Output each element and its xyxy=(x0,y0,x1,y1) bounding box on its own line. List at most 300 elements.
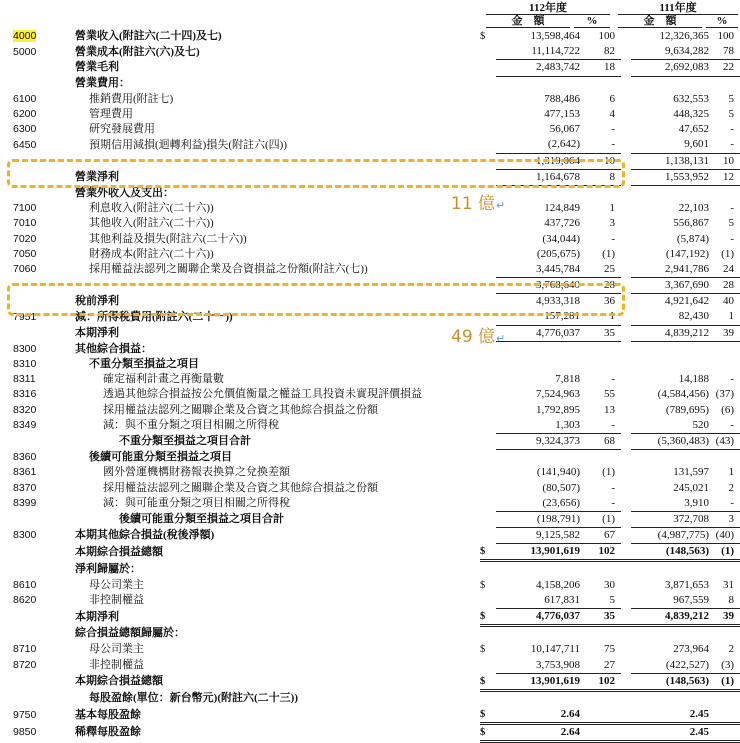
percent-prior: - xyxy=(709,418,740,434)
currency-prior xyxy=(621,496,631,512)
currency-current: $ xyxy=(480,724,496,742)
percent-current: 36 xyxy=(604,295,615,308)
highlighted-code: 4000 xyxy=(13,30,37,43)
amount-prior xyxy=(631,185,709,201)
percent-current xyxy=(580,76,621,92)
line-item-label: 財務成本(附註六(二十六)) xyxy=(89,247,214,260)
table-row xyxy=(0,60,740,76)
currency-current xyxy=(480,60,496,76)
amount-prior: 2.45 xyxy=(631,707,709,724)
percent-prior: 78 xyxy=(709,44,740,60)
table-row xyxy=(0,433,740,449)
percent-prior: 5 xyxy=(728,108,734,121)
amount-current: 617,831 xyxy=(496,593,580,609)
amount-prior xyxy=(631,341,709,357)
currency-current xyxy=(480,593,496,609)
amount-prior: 131,597 xyxy=(673,466,709,479)
percent-current: 18 xyxy=(580,60,621,76)
line-item-label: 營業費用： xyxy=(75,77,130,90)
line-item-label: 利息收入(附註六(二十六)) xyxy=(89,202,214,215)
amount-current xyxy=(496,561,580,578)
line-item-label: 減：所得稅費用(附註六(二十一)) xyxy=(75,310,233,323)
line-item-label: 減：與不重分類之項目相關之所得稅 xyxy=(103,419,279,432)
percent-prior: 28 xyxy=(709,278,740,294)
percent-current: 35 xyxy=(580,325,621,341)
line-item-label: 採用權益法認列之關聯企業及合資之其他綜合損益之份額 xyxy=(103,403,378,416)
currency-current xyxy=(480,528,496,544)
amount-current: 9,324,373 xyxy=(496,433,580,449)
percent-prior: - xyxy=(730,232,734,245)
table-row xyxy=(0,44,740,60)
amount-current: 4,933,318 xyxy=(536,295,580,308)
currency-current xyxy=(480,480,496,495)
currency-current xyxy=(480,76,496,92)
line-item-label: 非控制權益 xyxy=(89,594,144,607)
amount-current: 1,164,678 xyxy=(496,169,580,185)
line-item-label: 其他利益及損失(附註六(二十六)) xyxy=(89,232,247,245)
amount-prior xyxy=(631,561,709,578)
percent-prior: 12 xyxy=(709,169,740,185)
amount-current: 13,901,619 xyxy=(496,544,580,561)
percent-prior xyxy=(709,724,740,742)
currency-current xyxy=(480,247,496,262)
currency-prior xyxy=(621,450,631,466)
amount-prior: 4,839,212 xyxy=(631,608,709,625)
amount-prior: (148,563) xyxy=(631,673,709,690)
percent-current: 5 xyxy=(580,593,621,609)
amount-prior: (4,987,775) xyxy=(631,528,709,544)
percent-current xyxy=(580,341,621,357)
amount-prior: 9,634,282 xyxy=(631,44,709,60)
currency-prior xyxy=(621,465,631,480)
amount-current: 9,125,582 xyxy=(496,528,580,544)
operating-income-annotation xyxy=(451,189,505,214)
currency-prior xyxy=(621,433,631,449)
percent-current: 35 xyxy=(580,608,621,625)
currency-current: $ xyxy=(480,673,496,690)
percent-current: 4 xyxy=(609,108,615,121)
line-item-label: 確定福利計畫之再衡量數 xyxy=(103,373,224,386)
line-item-label: 國外營運機構財務報表換算之兌換差額 xyxy=(103,466,290,479)
percent-current: 1 xyxy=(580,309,621,325)
percent-current xyxy=(580,724,621,742)
currency-current: $ xyxy=(480,579,486,591)
table-row xyxy=(0,231,740,246)
amount-prior xyxy=(631,690,709,707)
pretax-income-annotation xyxy=(451,322,505,347)
percent-current: - xyxy=(580,418,621,434)
percent-prior: 24 xyxy=(709,262,740,278)
amount-prior: 273,964 xyxy=(673,643,709,656)
percent-current: 102 xyxy=(580,544,621,561)
amount-current: 1,303 xyxy=(496,418,580,434)
table-row xyxy=(0,216,740,231)
line-item-label: 營業成本(附註六(六)及七) xyxy=(75,45,200,58)
amount-header-prior: 金 額 xyxy=(618,15,702,28)
line-item-label: 本期淨利 xyxy=(75,326,119,339)
amount-current xyxy=(496,626,580,643)
table-row xyxy=(0,201,740,216)
percent-current: 28 xyxy=(580,278,621,294)
percent-prior: (3) xyxy=(709,658,740,674)
amount-current: 1,792,895 xyxy=(536,403,580,416)
percent-prior xyxy=(709,185,740,201)
line-item-label: 後續可能重分類至損益之項目 xyxy=(89,450,232,463)
line-code xyxy=(0,690,75,707)
line-item-label: 本期綜合損益總額 xyxy=(75,545,163,558)
line-item-label: 不重分類至損益之項目 xyxy=(89,358,199,371)
line-code: 8710 xyxy=(13,643,37,656)
currency-current xyxy=(480,231,496,246)
percent-current: 68 xyxy=(580,433,621,449)
line-code: 6300 xyxy=(13,123,37,136)
currency-current xyxy=(480,357,496,372)
percent-current: 55 xyxy=(604,388,615,401)
line-code: 6100 xyxy=(13,92,37,105)
amount-prior: 9,601 xyxy=(631,137,709,153)
amount-prior: 448,325 xyxy=(673,108,709,121)
currency-prior xyxy=(621,642,631,657)
table-row xyxy=(0,528,740,544)
line-item-label: 每股盈餘(單位：新台幣元)(附註六(二十三)) xyxy=(89,692,298,705)
currency-prior xyxy=(621,107,631,122)
percent-current xyxy=(580,690,621,707)
percent-prior xyxy=(709,76,740,92)
amount-prior: 632,553 xyxy=(673,92,709,105)
table-row xyxy=(0,707,740,724)
amount-prior: (5,360,483) xyxy=(631,433,709,449)
amount-current xyxy=(496,341,580,357)
line-code: 8360 xyxy=(13,450,37,463)
currency-prior xyxy=(621,122,631,137)
currency-current xyxy=(480,137,496,153)
currency-prior xyxy=(621,325,631,341)
percent-prior: 1 xyxy=(709,309,740,325)
currency-current xyxy=(480,387,496,402)
amount-current: 3,768,640 xyxy=(496,278,580,294)
table-row xyxy=(0,387,740,402)
line-item-label: 本期其他綜合損益(稅後淨額) xyxy=(75,529,215,542)
line-item-label: 透過其他綜合損益按公允價值衡量之權益工具投資未實現評價損益 xyxy=(103,388,422,401)
percent-prior xyxy=(709,626,740,643)
amount-current: 7,818 xyxy=(555,373,580,386)
percent-current: (1) xyxy=(602,247,615,260)
amount-prior: 520 xyxy=(631,418,709,434)
table-row xyxy=(0,418,740,434)
line-code: 8620 xyxy=(13,594,37,607)
return-icon: ↵ xyxy=(496,199,506,212)
amount-current: 10,147,711 xyxy=(530,643,580,656)
amount-current: 2.64 xyxy=(496,724,580,742)
percent-prior: 10 xyxy=(709,153,740,169)
table-row xyxy=(0,325,740,341)
line-code: 7060 xyxy=(13,263,37,276)
line-code: 9850 xyxy=(13,726,37,739)
percent-prior: 5 xyxy=(728,217,734,230)
amount-current: 788,486 xyxy=(544,92,580,105)
percent-current: 100 xyxy=(598,30,615,43)
amount-prior: 245,021 xyxy=(673,481,709,494)
table-row xyxy=(0,578,740,593)
amount-current: 2,483,742 xyxy=(496,60,580,76)
percent-current: 82 xyxy=(580,44,621,60)
amount-current xyxy=(496,357,580,372)
table-row xyxy=(0,658,740,674)
line-item-label: 母公司業主 xyxy=(89,578,144,591)
currency-prior xyxy=(621,216,631,231)
pretax-income-annotation-text: 49 億 xyxy=(451,327,496,347)
percent-prior: (37) xyxy=(715,388,734,401)
percent-prior: 39 xyxy=(709,608,740,625)
percent-prior: (43) xyxy=(709,433,740,449)
percent-prior: 3 xyxy=(709,511,740,527)
amount-prior: (789,695) xyxy=(665,403,709,416)
table-row xyxy=(0,76,740,92)
table-row xyxy=(0,480,740,495)
currency-prior xyxy=(621,357,631,372)
currency-current xyxy=(480,626,496,643)
line-code xyxy=(0,29,75,44)
currency-prior xyxy=(621,341,631,357)
line-code: 8399 xyxy=(13,496,37,509)
percent-prior: - xyxy=(730,202,734,215)
line-code: 7010 xyxy=(13,217,37,230)
currency-current xyxy=(480,690,496,707)
line-item-label: 不重分類至損益之項目合計 xyxy=(119,434,251,447)
currency-prior xyxy=(621,137,631,153)
amount-current: 4,776,037 xyxy=(496,608,580,625)
currency-current xyxy=(480,511,496,527)
percent-current: - xyxy=(611,123,615,136)
currency-prior xyxy=(621,231,631,246)
table-row xyxy=(0,372,740,387)
table-row xyxy=(0,137,740,153)
amount-prior xyxy=(631,450,709,466)
amount-current: 437,726 xyxy=(544,217,580,230)
percent-prior: - xyxy=(709,496,740,512)
percent-prior: 1 xyxy=(728,466,734,479)
currency-current: $ xyxy=(480,707,496,724)
line-code: 6200 xyxy=(13,108,37,121)
amount-prior: 4,839,212 xyxy=(631,325,709,341)
line-code xyxy=(0,325,75,341)
line-item-label: 本期淨利 xyxy=(75,610,119,623)
amount-prior: 12,326,365 xyxy=(659,30,709,43)
amount-current: (198,791) xyxy=(496,511,580,527)
amount-current: 477,153 xyxy=(544,108,580,121)
percent-prior: 100 xyxy=(717,30,734,43)
currency-current xyxy=(480,658,496,674)
percent-prior: (1) xyxy=(709,673,740,690)
year-current-header: 112年度 xyxy=(486,2,610,15)
line-code: 7100 xyxy=(13,202,37,215)
line-code: 8300 xyxy=(13,342,37,355)
percent-current: - xyxy=(580,496,621,512)
percent-prior: - xyxy=(730,123,734,136)
statement-rows xyxy=(0,29,740,742)
line-item-label: 營業收入(附註六(二十四)及七) xyxy=(75,30,222,43)
amount-prior: 1,138,131 xyxy=(631,153,709,169)
currency-prior xyxy=(621,626,631,643)
percent-prior: (1) xyxy=(721,247,734,260)
line-item-label: 採用權益法認列之關聯企業及合資之其他綜合損益之份額 xyxy=(103,481,378,494)
amount-header-current: 金 額 xyxy=(486,15,570,28)
percent-current: 1 xyxy=(609,202,615,215)
percent-prior: (6) xyxy=(721,403,734,416)
amount-prior: (147,192) xyxy=(665,247,709,260)
amount-current xyxy=(496,76,580,92)
table-row xyxy=(0,511,740,527)
percent-current: 27 xyxy=(580,658,621,674)
amount-prior: 2,941,786 xyxy=(631,262,709,278)
percent-prior xyxy=(709,561,740,578)
amount-current: (2,642) xyxy=(496,137,580,153)
amount-current: 4,776,037 xyxy=(496,325,580,341)
table-row xyxy=(0,465,740,480)
percent-prior: 8 xyxy=(709,593,740,609)
table-row xyxy=(0,724,740,742)
amount-current: (34,044) xyxy=(542,232,580,245)
amount-prior: 47,652 xyxy=(678,123,709,136)
currency-current: $ xyxy=(480,644,486,656)
amount-current xyxy=(496,450,580,466)
amount-current xyxy=(496,690,580,707)
table-row xyxy=(0,673,740,690)
percent-prior: 5 xyxy=(728,92,734,105)
percent-current: 102 xyxy=(580,673,621,690)
currency-current xyxy=(480,496,496,512)
percent-prior: 2 xyxy=(728,643,734,656)
amount-current: 56,067 xyxy=(549,123,580,136)
line-item-label: 管理費用 xyxy=(89,108,133,121)
line-code: 8361 xyxy=(13,466,37,479)
line-item-label: 營業淨利 xyxy=(75,170,119,183)
table-row xyxy=(0,403,740,418)
currency-current xyxy=(480,122,496,137)
percent-current: - xyxy=(580,137,621,153)
percent-current: 25 xyxy=(580,262,621,278)
currency-prior xyxy=(621,247,631,262)
amount-prior: 4,921,642 xyxy=(665,295,709,308)
percent-current: (1) xyxy=(580,511,621,527)
currency-prior xyxy=(621,44,631,60)
percent-current: 10 xyxy=(580,153,621,169)
line-item-label: 營業外收入及支出： xyxy=(75,186,174,199)
line-code: 8320 xyxy=(13,403,37,416)
amount-current: 157,281 xyxy=(496,309,580,325)
currency-prior xyxy=(621,387,631,402)
currency-prior xyxy=(621,201,631,216)
currency-prior xyxy=(621,511,631,527)
amount-current: 7,524,963 xyxy=(536,388,580,401)
year-prior-header: 111年度 xyxy=(618,2,738,15)
line-code: 6450 xyxy=(13,138,37,151)
percent-prior xyxy=(709,450,740,466)
currency-current xyxy=(480,216,496,231)
line-code: 8610 xyxy=(13,578,37,591)
percent-current: - xyxy=(611,373,615,386)
currency-prior xyxy=(621,673,631,690)
amount-prior: 3,910 xyxy=(631,496,709,512)
line-code xyxy=(0,76,75,92)
line-item-label: 非控制權益 xyxy=(89,658,144,671)
operating-income-highlight-box xyxy=(7,159,625,188)
line-code: 8316 xyxy=(13,388,37,401)
line-item-label: 採用權益法認列之關聯企業及合資損益之份額(附註六(七)) xyxy=(89,263,368,276)
line-item-label: 減：與可能重分類之項目相關之所得稅 xyxy=(103,496,290,509)
percent-current: 30 xyxy=(604,578,615,591)
amount-prior: (5,874) xyxy=(676,232,709,245)
amount-prior: (422,527) xyxy=(631,658,709,674)
percent-current: 8 xyxy=(580,169,621,185)
percent-prior: - xyxy=(730,373,734,386)
currency-current: $ xyxy=(480,544,496,561)
percent-current: (1) xyxy=(602,466,615,479)
line-code: 8349 xyxy=(13,419,37,432)
table-row xyxy=(0,593,740,609)
table-row xyxy=(0,496,740,512)
amount-prior: 372,708 xyxy=(631,511,709,527)
amount-prior xyxy=(631,626,709,643)
percent-current: 6 xyxy=(609,92,615,105)
currency-current xyxy=(480,44,496,60)
currency-current xyxy=(480,433,496,449)
amount-current: 124,849 xyxy=(544,202,580,215)
currency-current: $ xyxy=(480,608,496,625)
table-row xyxy=(0,357,740,372)
currency-prior xyxy=(621,185,631,201)
amount-current: 13,598,464 xyxy=(530,30,580,43)
currency-prior xyxy=(621,92,631,107)
currency-prior xyxy=(621,724,631,742)
currency-prior xyxy=(621,707,631,724)
line-item-label: 稅前淨利 xyxy=(75,295,119,308)
line-item-label: 本期綜合損益總額 xyxy=(75,675,163,688)
currency-current xyxy=(480,418,496,434)
percent-current xyxy=(580,357,621,372)
line-item-label: 營業毛利 xyxy=(75,61,119,74)
percent-prior: 2 xyxy=(728,481,734,494)
currency-prior xyxy=(621,593,631,609)
currency-prior xyxy=(621,480,631,495)
line-code: 8300 xyxy=(13,529,37,542)
pretax-income-highlight-box xyxy=(7,283,625,316)
currency-prior xyxy=(621,544,631,561)
amount-current: (205,675) xyxy=(536,247,580,260)
amount-current: 3,753,908 xyxy=(496,658,580,674)
line-item-label: 綜合損益總額歸屬於： xyxy=(75,627,185,640)
amount-prior: (4,584,456) xyxy=(657,388,709,401)
line-code: 5000 xyxy=(13,45,37,58)
currency-current xyxy=(480,107,496,122)
table-row xyxy=(0,92,740,107)
line-code: 7951 xyxy=(13,310,37,323)
line-item-label: 研究發展費用 xyxy=(89,123,155,136)
currency-prior xyxy=(621,60,631,76)
table-row xyxy=(0,642,740,657)
percent-current xyxy=(580,707,621,724)
line-code xyxy=(0,511,75,527)
pct-header-prior: % xyxy=(706,15,738,28)
amount-prior xyxy=(631,76,709,92)
amount-current: (23,656) xyxy=(496,496,580,512)
line-item-label: 其他收入(附註六(二十六)) xyxy=(89,217,214,230)
currency-prior xyxy=(621,528,631,544)
line-code: 8310 xyxy=(13,358,37,371)
table-row xyxy=(0,608,740,625)
table-row xyxy=(0,544,740,561)
percent-prior xyxy=(709,690,740,707)
